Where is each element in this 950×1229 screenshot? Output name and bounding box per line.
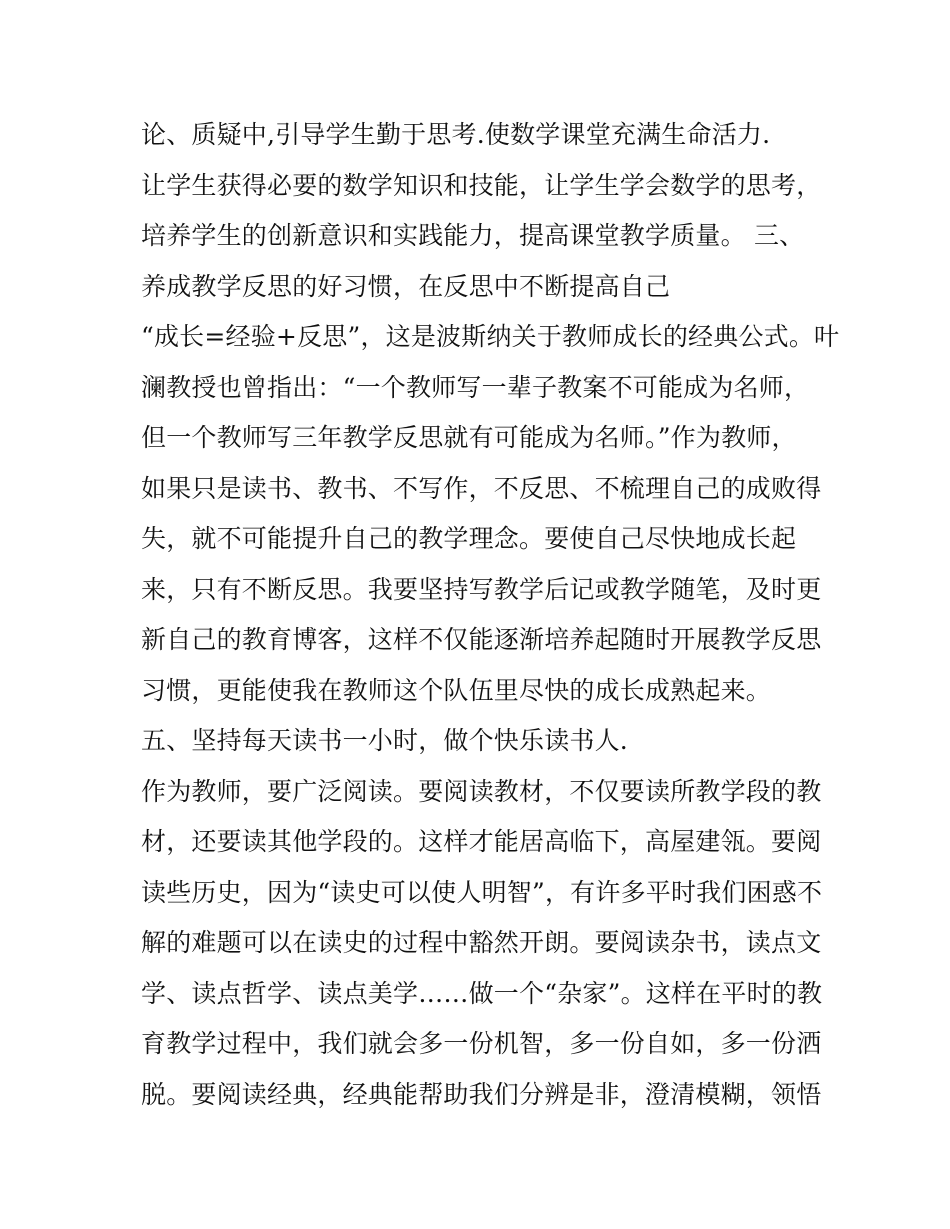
text-line-5: “成长=经验+反思”，这是波斯纳关于教师成长的经典公式。叶 bbox=[141, 322, 840, 351]
text-line-7: 但一个教师写三年教学反思就有可能成为名师。”作为教师， bbox=[141, 423, 797, 452]
text-line-19: 育教学过程中，我们就会多一份机智，多一份自如，多一份洒 bbox=[141, 1029, 822, 1058]
text-line-6: 澜教授也曾指出：“一个教师写一辈子教案不可能成为名师， bbox=[141, 372, 810, 402]
document-body bbox=[141, 110, 840, 1120]
text-line-17: 解的难题可以在读史的过程中豁然开朗。要阅读杂书，读点文 bbox=[141, 928, 822, 957]
text-line-10: 来，只有不断反思。我要坚持写教学后记或教学随笔，及时更 bbox=[141, 574, 822, 604]
text-line-15: 材，还要读其他学段的。这样才能居高临下，高屋建瓴。要阅 bbox=[141, 827, 822, 856]
text-line-14: 作为教师，要广泛阅读。要阅读教材，不仅要读所教学段的教 bbox=[141, 776, 822, 806]
text-line-12: 习惯，更能使我在教师这个队伍里尽快的成长成熟起来。 bbox=[141, 675, 772, 705]
text-line-13: 五、坚持每天读书一小时，做个快乐读书人. bbox=[141, 726, 628, 755]
text-line-9: 失，就不可能提升自己的教学理念。要使自己尽快地成长起 bbox=[141, 524, 797, 553]
text-line-11: 新自己的教育博客，这样不仅能逐渐培养起随时开展教学反思 bbox=[141, 625, 822, 654]
text-line-3: 培养学生的创新意识和实践能力，提高课堂教学质量。 三、 bbox=[141, 221, 805, 250]
text-line-4: 养成教学反思的好习惯，在反思中不断提高自己 bbox=[141, 271, 671, 301]
text-line-18: 学、读点哲学、读点美学……做一个“杂家”。这样在平时的教 bbox=[141, 978, 823, 1008]
text-line-1: 论、质疑中,引导学生勤于思考.使数学课堂充满生命活力. bbox=[141, 120, 771, 149]
text-line-20: 脱。要阅读经典，经典能帮助我们分辨是非，澄清模糊，领悟 bbox=[141, 1079, 822, 1109]
text-line-16: 读些历史，因为“读史可以使人明智”，有许多平时我们困惑不 bbox=[141, 877, 823, 907]
text-line-8: 如果只是读书、教书、不写作，不反思、不梳理自己的成败得 bbox=[141, 473, 822, 503]
text-line-2: 让学生获得必要的数学知识和技能，让学生学会数学的思考， bbox=[141, 170, 822, 200]
